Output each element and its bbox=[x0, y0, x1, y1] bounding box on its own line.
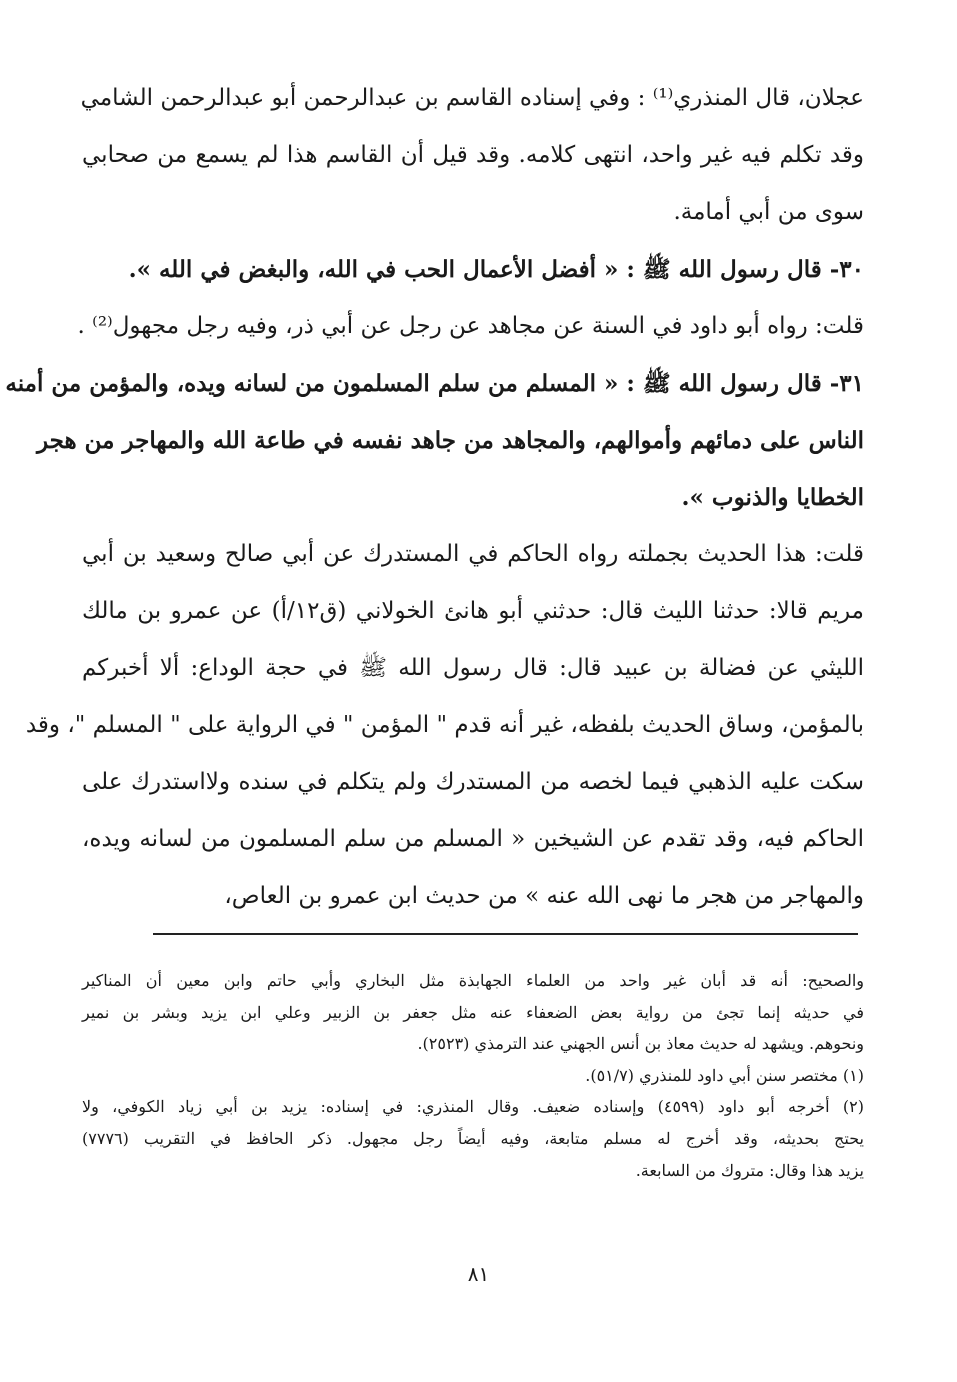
footnote-separator bbox=[153, 933, 858, 935]
text-line: عجلان، قال المنذري⁽¹⁾ : وفي إسناده القاسم بن عبدالرحمن أبو عبدالرحمن الشامي bbox=[80, 85, 864, 111]
footnote-fn-2 bbox=[82, 1091, 864, 1186]
text-line: الليثي عن فضالة بن عبيد قال: قال رسول الله ﷺ في حجة الوداع: ألا أخبركم bbox=[82, 655, 864, 681]
text-line: ٣١- قال رسول الله ﷺ : « المسلم من سلم المسلمون من لسانه ويده، والمؤمن من أمنه bbox=[5, 370, 864, 397]
footnote-line: يزيد هذا وقال: متروك من السابعة. bbox=[635, 1160, 864, 1180]
paragraph-p1 bbox=[82, 70, 864, 241]
paragraph-p2 bbox=[82, 241, 864, 298]
main-text bbox=[5, 70, 865, 925]
text-line: والمهاجر من هجر ما نهى الله عنه » من حديث ابن عمرو بن العاص، bbox=[224, 883, 864, 909]
text-line: قلت: هذا الحديث بجملته رواه الحاكم في المستدرك عن أبي صالح وسعيد بن أبي bbox=[82, 541, 865, 567]
text-line: الناس على دمائهم وأموالهم، والمجاهد من جاهد نفسه في طاعة الله والمهاجر من هجر bbox=[36, 427, 864, 454]
footnote-line: في حديثه إنما تجئ من رواية بعض الضعفاء عنه مثل جعفر بن الزبير وعلي ابن يزيد وبشر بن نمير bbox=[82, 1002, 864, 1022]
footnote-line: والصحيح: أنه قد أبان غير واحد من العلماء الجهابذة مثل البخاري وأبي حاتم وابن معين أن المناكير bbox=[82, 971, 864, 990]
text-line: الخطايا والذنوب ». bbox=[681, 484, 864, 511]
text-line: الحاكم فيه، وقد تقدم عن الشيخين « المسلم من سلم المسلمون من لسانه ويده، bbox=[82, 826, 864, 852]
page-number: ٨١ bbox=[467, 1262, 490, 1286]
footnotes bbox=[82, 965, 864, 1186]
text-line: مريم قالا: حدثنا الليث قال: حدثني أبو هانئ الخولاني (ق١٢/أ) عن عمرو بن مالك bbox=[82, 598, 864, 624]
footnote-line: (١) مختصر سنن أبي داود للمنذري (٥١/٧). bbox=[585, 1065, 864, 1085]
footnote-line: يحتج بحديثه، وقد أخرج له مسلم متابعة، وفيه أيضاً رجل مجهول. ذكر الحافظ في التقريب (٧٧٧٦) bbox=[82, 1128, 864, 1148]
paragraph-p5 bbox=[25, 526, 865, 925]
paragraph-p4 bbox=[5, 355, 864, 526]
text-line: بالمؤمن، وساق الحديث بلفظه، غير أنه قدم " المؤمن " في الرواية على " المسلم "، وقد bbox=[25, 712, 864, 738]
text-line: ٣٠- قال رسول الله ﷺ : « أفضل الأعمال الحب في الله، والبغض في الله ». bbox=[128, 256, 864, 283]
footnote-fn-continuation bbox=[82, 965, 864, 1060]
text-line: قلت: رواه أبو داود في السنة عن مجاهد عن رجل عن أبي ذر، وفيه رجل مجهول⁽²⁾ . bbox=[77, 313, 864, 339]
text-line: وقد تكلم فيه غير واحد، انتهى كلامه. وقد قيل أن القاسم هذا لم يسمع من صحابي bbox=[82, 142, 864, 168]
text-line: سوى من أبي أمامة. bbox=[673, 199, 864, 225]
paragraph-p3 bbox=[77, 298, 864, 355]
footnote-line: ونحوهم. ويشهد له حديث معاذ بن أنس الجهني عند الترمذي (٢٥٢٣). bbox=[417, 1034, 864, 1054]
footnote-line: (٢) أخرجه أبو داود (٤٥٩٩) وإسناده ضعيف. وقال المنذري: في إسناده: يزيد بن أبي زياد الكوفي، ولا bbox=[82, 1097, 864, 1117]
text-line: سكت عليه الذهبي فيما لخصه من المستدرك ولم يتكلم في سنده ولااستدرك على bbox=[82, 769, 864, 795]
footnote-fn-1 bbox=[82, 1060, 864, 1092]
